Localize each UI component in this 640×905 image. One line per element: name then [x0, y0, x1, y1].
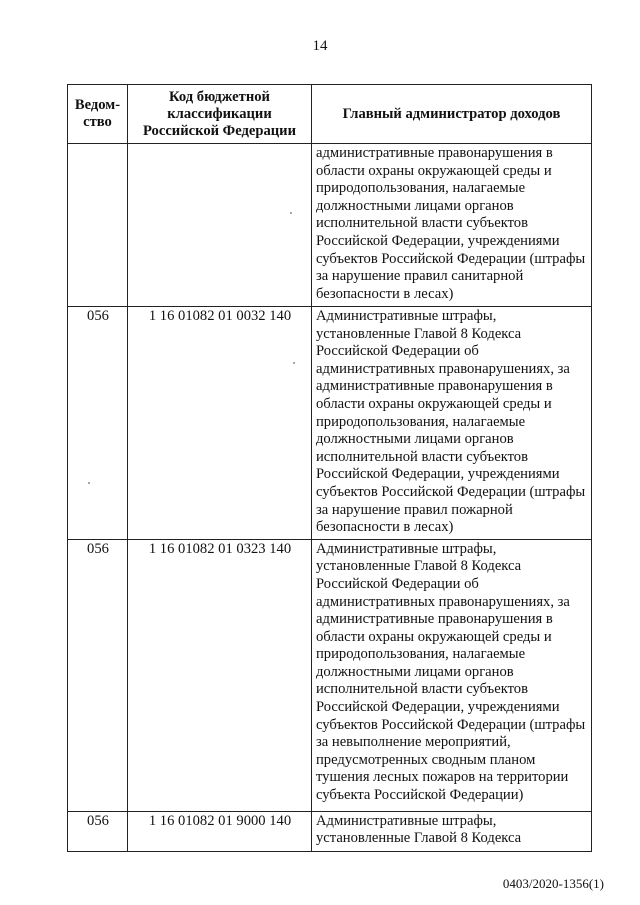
revenue-administrator-cell: Административные штрафы, установленные Главой 8 Кодекса Российской Федерации об административных правонарушениях, за административные правонарушения в области охраны окружающей среды и природопользования, налагаемые должностными лицами органов исполнительной власти субъектов Российской Федерации, учреждениями субъектов Российской Федерации (штрафы за нарушение правил пожарной безопасности в лесах) [312, 307, 592, 540]
header-revenue-administrator: Главный администратор доходов [312, 85, 592, 144]
dept-cell: 056 [68, 307, 128, 540]
document-reference: 0403/2020-1356(1) [502, 876, 604, 891]
table-row [68, 539, 592, 811]
revenue-administrator-cell: Административные штрафы, установленные Главой 8 Кодекса Российской Федерации об административных правонарушениях, за административные правонарушения в области охраны окружающей среды и природопользования, налагаемые должностными лицами органов исполнительной власти субъектов Российской Федерации, учреждениями субъектов Российской Федерации (штрафы за невыполнение мероприятий, предусмотренных сводным планом тушения лесных пожаров на территории субъекта Российской Федерации) [312, 539, 592, 811]
scan-speck [290, 212, 292, 214]
table-row [68, 144, 592, 307]
budget-code-cell: 1 16 01082 01 9000 140 [128, 811, 312, 851]
revenue-administrators-table [67, 84, 592, 852]
revenue-administrator-cell: административные правонарушения в области охраны окружающей среды и природопользования, налагаемые должностными лицами органов исполнительной власти субъектов Российской Федерации, учреждениями субъектов Российской Федерации (штрафы за нарушение правил санитарной безопасности в лесах) [312, 144, 592, 307]
page-number: 14 [312, 38, 328, 54]
table-body [68, 144, 592, 852]
table-row [68, 307, 592, 540]
revenue-administrator-cell: Административные штрафы, установленные Главой 8 Кодекса [312, 811, 592, 851]
table-header-row [68, 85, 592, 144]
scan-speck [88, 482, 90, 484]
header-budget-code: Код бюджетной классификации Российской Федерации [128, 85, 312, 144]
dept-cell: 056 [68, 539, 128, 811]
scan-speck [293, 362, 295, 364]
table-row [68, 811, 592, 851]
dept-cell: 056 [68, 811, 128, 851]
budget-code-cell: 1 16 01082 01 0323 140 [128, 539, 312, 811]
header-dept: Ведом-ство [68, 85, 128, 144]
budget-code-cell [128, 144, 312, 307]
budget-code-cell: 1 16 01082 01 0032 140 [128, 307, 312, 540]
dept-cell [68, 144, 128, 307]
